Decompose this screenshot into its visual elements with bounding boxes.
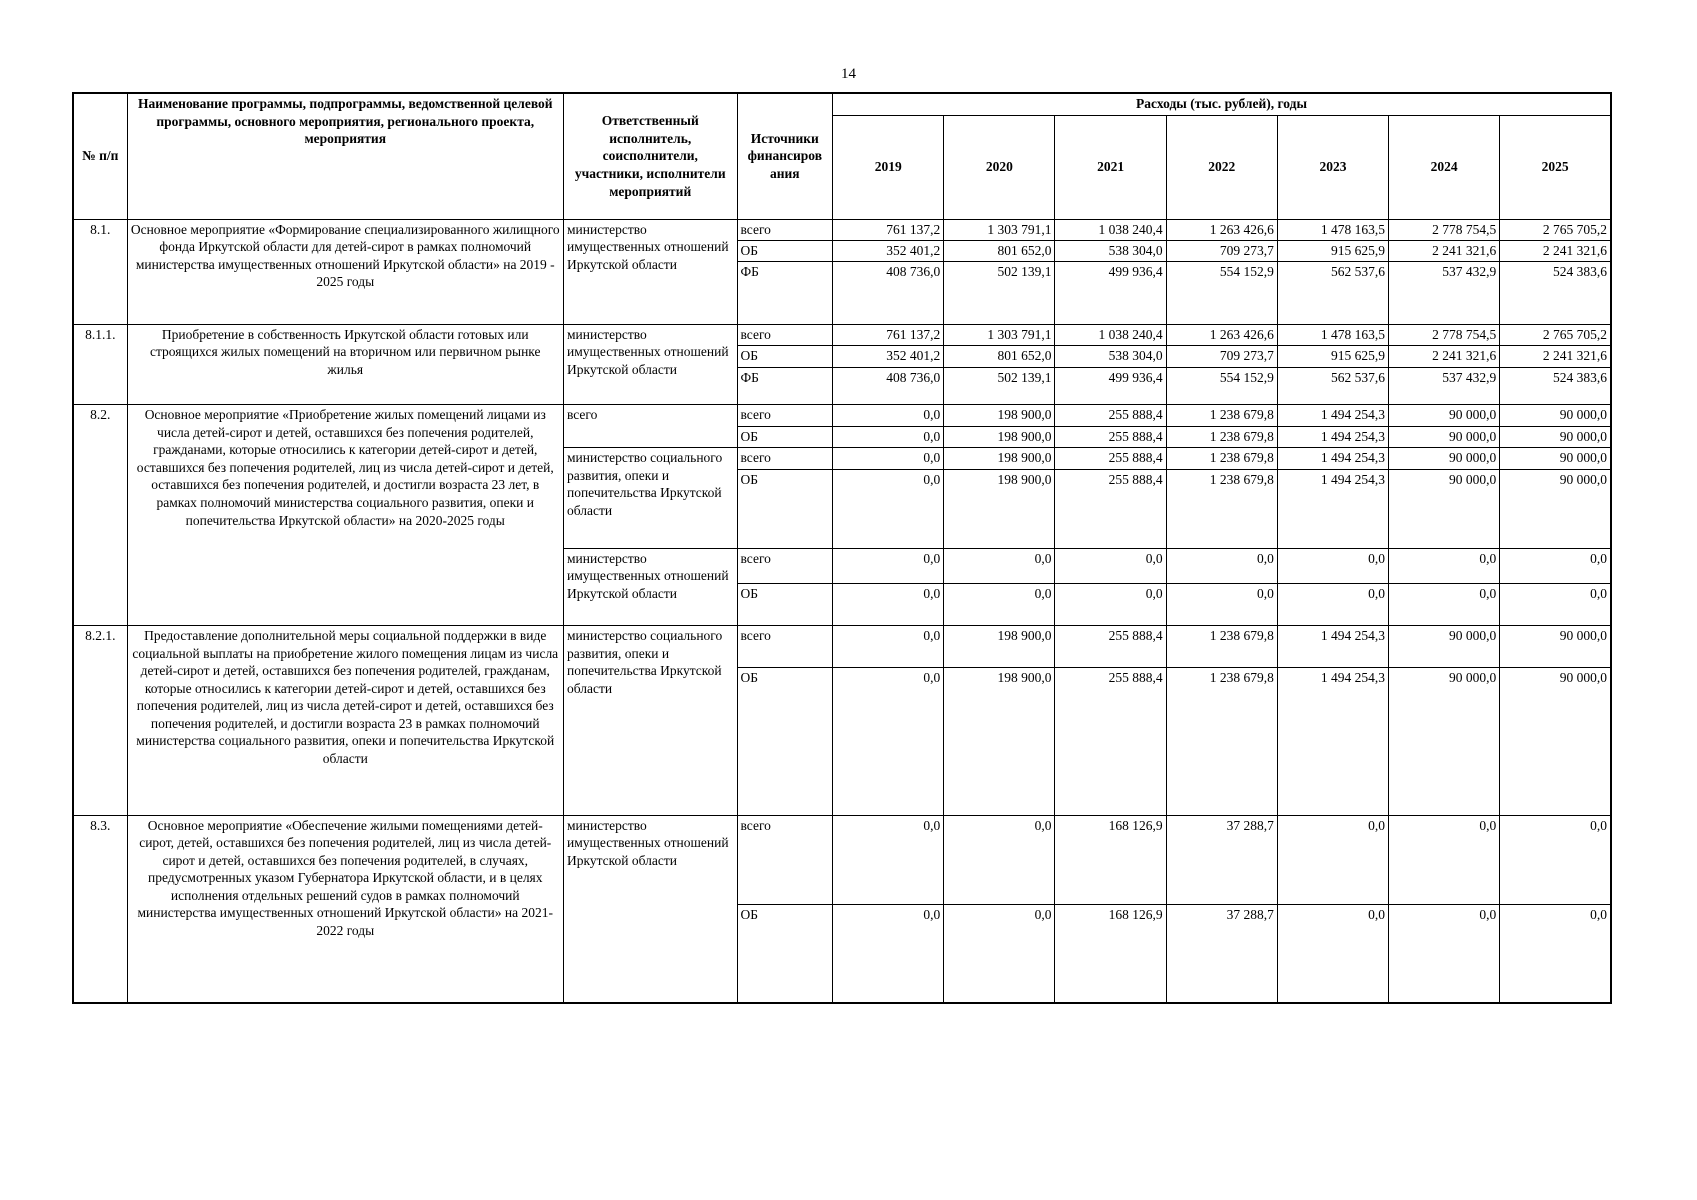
header-expenses: Расходы (тыс. рублей), годы	[833, 93, 1611, 115]
value-cell: 90 000,0	[1500, 667, 1611, 815]
value-cell: 537 432,9	[1389, 367, 1500, 405]
value-cell: 198 900,0	[944, 625, 1055, 667]
value-cell: 0,0	[1166, 548, 1277, 583]
value-cell: 709 273,7	[1166, 346, 1277, 367]
source-cell: ФБ	[737, 262, 833, 325]
source-cell: ОБ	[737, 426, 833, 447]
value-cell: 0,0	[833, 426, 944, 447]
value-cell: 537 432,9	[1389, 262, 1500, 325]
year-header: 2025	[1500, 115, 1611, 219]
value-cell: 0,0	[944, 905, 1055, 1003]
source-cell: всего	[737, 324, 833, 345]
value-cell: 1 303 791,1	[944, 219, 1055, 240]
row-responsible: министерство имущественных отношений Иркутской области	[563, 815, 737, 1003]
value-cell: 2 241 321,6	[1389, 240, 1500, 261]
value-cell: 502 139,1	[944, 262, 1055, 325]
value-cell: 90 000,0	[1389, 405, 1500, 426]
value-cell: 0,0	[1166, 584, 1277, 626]
source-cell: всего	[737, 625, 833, 667]
value-cell: 37 288,7	[1166, 815, 1277, 905]
table-row	[73, 324, 1611, 345]
value-cell: 1 038 240,4	[1055, 219, 1166, 240]
row-number: 8.2.1.	[73, 625, 127, 815]
value-cell: 255 888,4	[1055, 469, 1166, 548]
value-cell: 524 383,6	[1500, 367, 1611, 405]
value-cell: 499 936,4	[1055, 262, 1166, 325]
value-cell: 0,0	[833, 905, 944, 1003]
year-header: 2021	[1055, 115, 1166, 219]
value-cell: 90 000,0	[1500, 625, 1611, 667]
header-responsible: Ответственный исполнитель, соисполнители, участники, исполнители мероприятий	[563, 93, 737, 219]
value-cell: 801 652,0	[944, 240, 1055, 261]
value-cell: 1 494 254,3	[1277, 469, 1388, 548]
value-cell: 1 238 679,8	[1166, 667, 1277, 815]
value-cell: 1 263 426,6	[1166, 219, 1277, 240]
value-cell: 198 900,0	[944, 469, 1055, 548]
value-cell: 915 625,9	[1277, 346, 1388, 367]
value-cell: 0,0	[1500, 815, 1611, 905]
value-cell: 0,0	[1389, 548, 1500, 583]
source-cell: всего	[737, 448, 833, 469]
value-cell: 1 238 679,8	[1166, 625, 1277, 667]
value-cell: 198 900,0	[944, 448, 1055, 469]
value-cell: 562 537,6	[1277, 262, 1388, 325]
row-name: Приобретение в собственность Иркутской области готовых или строящихся жилых помещений на вторичном или первичном рынке жилья	[127, 324, 563, 404]
source-cell: всего	[737, 548, 833, 583]
row-responsible: министерство имущественных отношений Иркутской области	[563, 324, 737, 404]
header-sources: Источники финансиров ания	[737, 93, 833, 219]
value-cell: 0,0	[944, 584, 1055, 626]
value-cell: 352 401,2	[833, 346, 944, 367]
row-responsible: министерство имущественных отношений Иркутской области	[563, 219, 737, 324]
value-cell: 1 494 254,3	[1277, 405, 1388, 426]
value-cell: 562 537,6	[1277, 367, 1388, 405]
row-number: 8.1.1.	[73, 324, 127, 404]
value-cell: 90 000,0	[1500, 448, 1611, 469]
value-cell: 1 494 254,3	[1277, 625, 1388, 667]
value-cell: 90 000,0	[1389, 469, 1500, 548]
value-cell: 37 288,7	[1166, 905, 1277, 1003]
source-cell: всего	[737, 405, 833, 426]
value-cell: 801 652,0	[944, 346, 1055, 367]
value-cell: 2 778 754,5	[1389, 324, 1500, 345]
source-cell: ОБ	[737, 346, 833, 367]
value-cell: 1 238 679,8	[1166, 469, 1277, 548]
value-cell: 0,0	[1389, 815, 1500, 905]
value-cell: 408 736,0	[833, 367, 944, 405]
value-cell: 1 478 163,5	[1277, 324, 1388, 345]
value-cell: 0,0	[1055, 548, 1166, 583]
row-number: 8.3.	[73, 815, 127, 1003]
value-cell: 0,0	[1500, 905, 1611, 1003]
value-cell: 2 765 705,2	[1500, 324, 1611, 345]
source-cell: ОБ	[737, 240, 833, 261]
value-cell: 1 238 679,8	[1166, 426, 1277, 447]
source-cell: ОБ	[737, 469, 833, 548]
value-cell: 0,0	[1277, 905, 1388, 1003]
value-cell: 499 936,4	[1055, 367, 1166, 405]
value-cell: 2 778 754,5	[1389, 219, 1500, 240]
row-responsible: всего	[563, 405, 737, 448]
value-cell: 90 000,0	[1389, 625, 1500, 667]
row-name: Основное мероприятие «Формирование специализированного жилищного фонда Иркутской области для детей-сирот в рамках полномочий министерства имущественных отношений Иркутской области» на 2019 - 2025 годы	[127, 219, 563, 324]
value-cell: 2 241 321,6	[1500, 346, 1611, 367]
value-cell: 554 152,9	[1166, 367, 1277, 405]
value-cell: 502 139,1	[944, 367, 1055, 405]
value-cell: 255 888,4	[1055, 426, 1166, 447]
value-cell: 0,0	[833, 625, 944, 667]
value-cell: 0,0	[1389, 905, 1500, 1003]
value-cell: 538 304,0	[1055, 346, 1166, 367]
table-row	[73, 815, 1611, 905]
value-cell: 168 126,9	[1055, 905, 1166, 1003]
value-cell: 2 765 705,2	[1500, 219, 1611, 240]
value-cell: 1 238 679,8	[1166, 405, 1277, 426]
row-responsible: министерство имущественных отношений Иркутской области	[563, 548, 737, 625]
row-name: Основное мероприятие «Приобретение жилых помещений лицами из числа детей-сирот и детей, оставшихся без попечения родителей, гражданами, которые относились к категории детей-сирот и детей, оставшихся без попечения родителей, лиц из числа детей-сирот и детей, оставшихся без попечения родителей, и достигли возраста 23 лет, в рамках полномочий министерства социального развития, опеки и попечительства Иркутской области» на 2020-2025 годы	[127, 405, 563, 626]
year-header: 2023	[1277, 115, 1388, 219]
value-cell: 0,0	[944, 548, 1055, 583]
header-name: Наименование программы, подпрограммы, ведомственной целевой программы, основного мероприятия, регионального проекта, мероприятия	[127, 93, 563, 219]
value-cell: 0,0	[833, 548, 944, 583]
value-cell: 198 900,0	[944, 405, 1055, 426]
table-row	[73, 219, 1611, 240]
value-cell: 1 494 254,3	[1277, 667, 1388, 815]
value-cell: 761 137,2	[833, 219, 944, 240]
value-cell: 90 000,0	[1389, 667, 1500, 815]
value-cell: 1 303 791,1	[944, 324, 1055, 345]
value-cell: 1 478 163,5	[1277, 219, 1388, 240]
value-cell: 1 494 254,3	[1277, 448, 1388, 469]
value-cell: 538 304,0	[1055, 240, 1166, 261]
value-cell: 1 494 254,3	[1277, 426, 1388, 447]
source-cell: ФБ	[737, 367, 833, 405]
value-cell: 0,0	[833, 815, 944, 905]
value-cell: 90 000,0	[1389, 426, 1500, 447]
value-cell: 1 038 240,4	[1055, 324, 1166, 345]
expenses-table	[72, 92, 1612, 1004]
value-cell: 90 000,0	[1500, 426, 1611, 447]
value-cell: 709 273,7	[1166, 240, 1277, 261]
value-cell: 0,0	[944, 815, 1055, 905]
source-cell: ОБ	[737, 667, 833, 815]
value-cell: 1 238 679,8	[1166, 448, 1277, 469]
value-cell: 0,0	[833, 405, 944, 426]
value-cell: 0,0	[1277, 815, 1388, 905]
year-header: 2020	[944, 115, 1055, 219]
value-cell: 554 152,9	[1166, 262, 1277, 325]
year-header: 2022	[1166, 115, 1277, 219]
source-cell: ОБ	[737, 584, 833, 626]
year-header: 2019	[833, 115, 944, 219]
value-cell: 90 000,0	[1500, 469, 1611, 548]
table-row	[73, 405, 1611, 426]
value-cell: 1 263 426,6	[1166, 324, 1277, 345]
value-cell: 0,0	[1277, 548, 1388, 583]
value-cell: 761 137,2	[833, 324, 944, 345]
value-cell: 255 888,4	[1055, 625, 1166, 667]
value-cell: 0,0	[833, 667, 944, 815]
value-cell: 915 625,9	[1277, 240, 1388, 261]
value-cell: 198 900,0	[944, 667, 1055, 815]
row-responsible: министерство социального развития, опеки и попечительства Иркутской области	[563, 625, 737, 815]
value-cell: 352 401,2	[833, 240, 944, 261]
value-cell: 2 241 321,6	[1500, 240, 1611, 261]
table-row	[73, 625, 1611, 667]
row-number: 8.2.	[73, 405, 127, 626]
value-cell: 255 888,4	[1055, 448, 1166, 469]
value-cell: 0,0	[833, 469, 944, 548]
page-number: 14	[841, 66, 856, 82]
source-cell: всего	[737, 219, 833, 240]
row-name: Основное мероприятие «Обеспечение жилыми помещениями детей-сирот, детей, оставшихся без попечения родителей, лиц из числа детей-сирот и детей, оставшихся без попечения родителей, в случаях, предусмотренных указом Губернатора Иркутской области, и в целях исполнения отдельных решений судов в рамках полномочий министерства имущественных отношений Иркутской области» на 2021-2022 годы	[127, 815, 563, 1003]
value-cell: 255 888,4	[1055, 405, 1166, 426]
value-cell: 2 241 321,6	[1389, 346, 1500, 367]
source-cell: всего	[737, 815, 833, 905]
row-responsible: министерство социального развития, опеки и попечительства Иркутской области	[563, 448, 737, 549]
value-cell: 198 900,0	[944, 426, 1055, 447]
value-cell: 255 888,4	[1055, 667, 1166, 815]
row-name: Предоставление дополнительной меры социальной поддержки в виде социальной выплаты на приобретение жилого помещения лицам из числа детей-сирот и детей, оставшихся без попечения родителей, гражданам, которые относились к категории детей-сирот и детей, оставшихся без попечения родителей, лиц из числа детей-сирот и детей, оставшихся без попечения родителей, и достигли возраста 23 в рамках полномочий министерства социального развития, опеки и попечительства Иркутской области	[127, 625, 563, 815]
value-cell: 168 126,9	[1055, 815, 1166, 905]
source-cell: ОБ	[737, 905, 833, 1003]
value-cell: 0,0	[833, 584, 944, 626]
row-number: 8.1.	[73, 219, 127, 324]
value-cell: 0,0	[1389, 584, 1500, 626]
value-cell: 90 000,0	[1500, 405, 1611, 426]
value-cell: 0,0	[1500, 584, 1611, 626]
value-cell: 0,0	[833, 448, 944, 469]
value-cell: 0,0	[1055, 584, 1166, 626]
value-cell: 408 736,0	[833, 262, 944, 325]
header-num: № п/п	[73, 93, 127, 219]
value-cell: 0,0	[1277, 584, 1388, 626]
value-cell: 90 000,0	[1389, 448, 1500, 469]
value-cell: 524 383,6	[1500, 262, 1611, 325]
value-cell: 0,0	[1500, 548, 1611, 583]
year-header: 2024	[1389, 115, 1500, 219]
